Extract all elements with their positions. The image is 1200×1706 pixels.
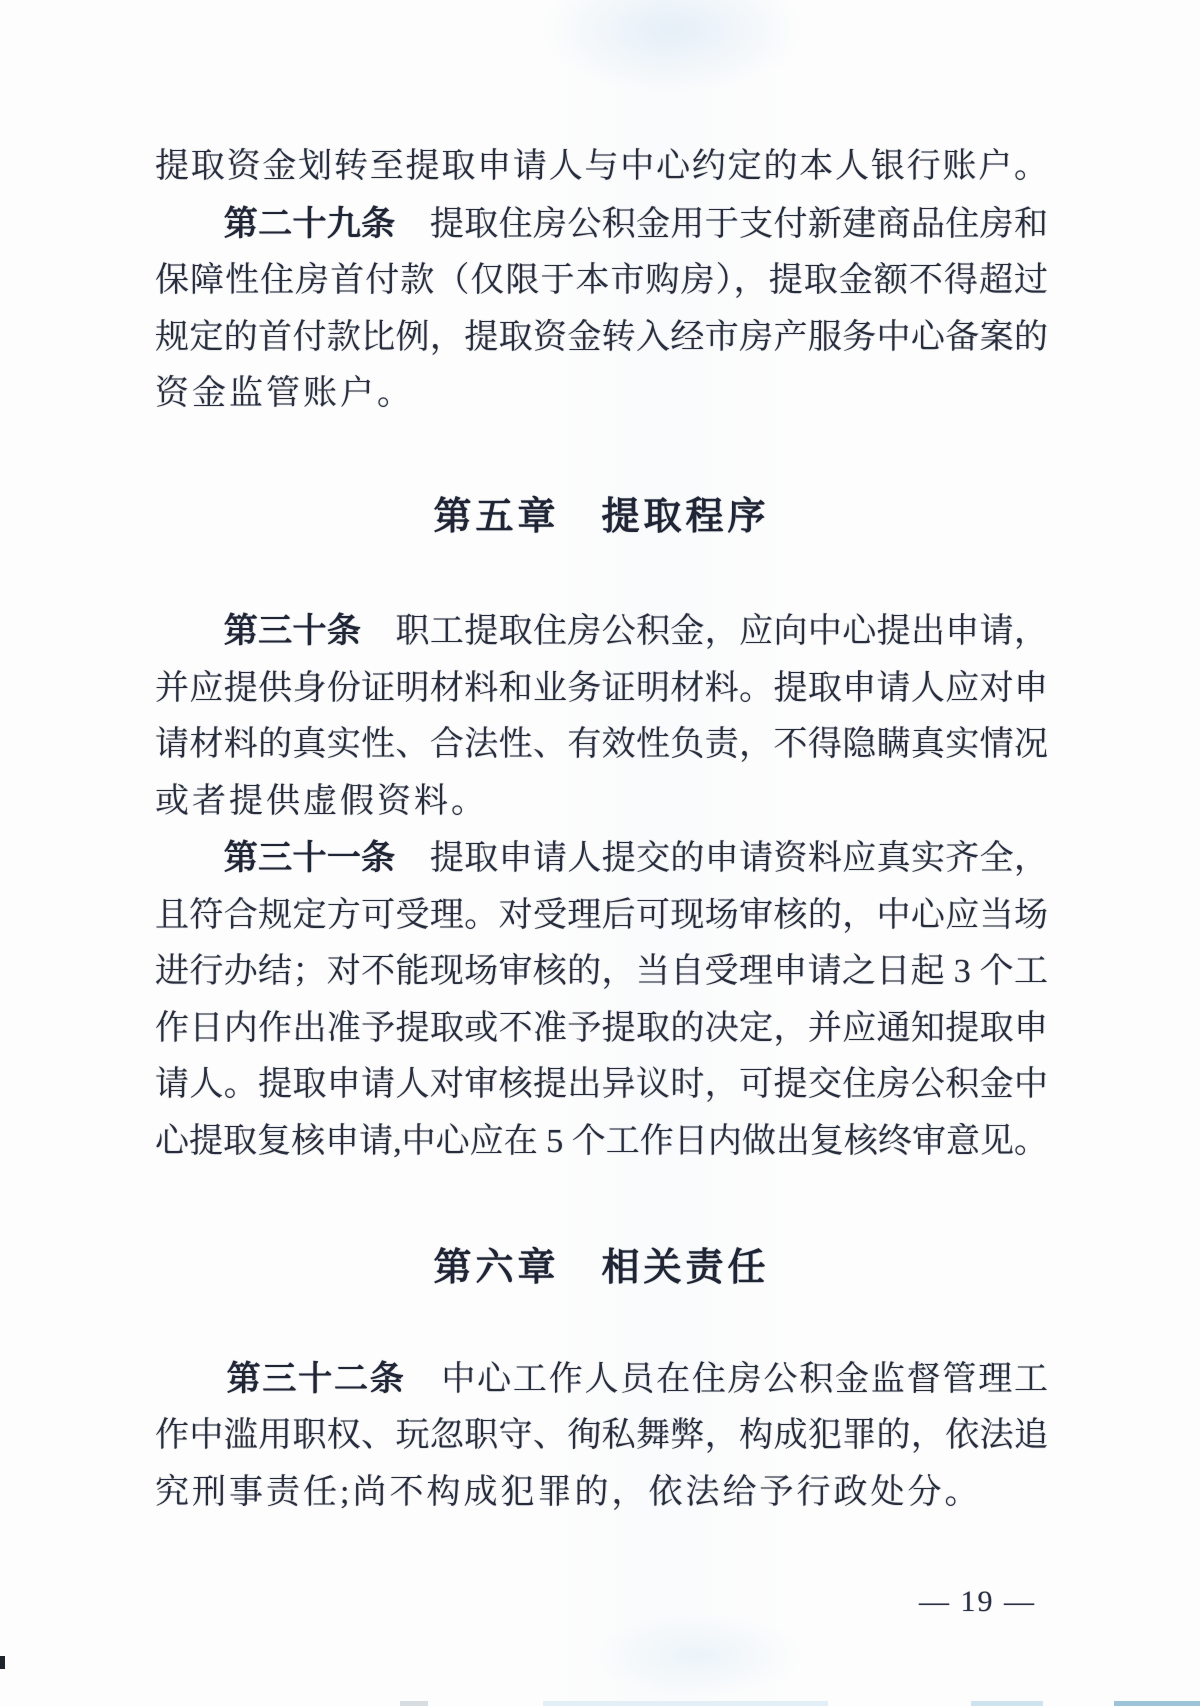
- body-text: [155, 139, 1048, 1521]
- paragraph-indent: [155, 613, 224, 650]
- article-first-line-text: 提取申请人提交的申请资料应真实齐全，: [395, 840, 1049, 877]
- page-bottom-edge-artifact: [543, 1701, 828, 1706]
- text-line: 请人。提取申请人对审核提出异议时，可提交住房公积金中: [155, 1066, 1048, 1103]
- text-line: 作中滥用职权、玩忽职守、徇私舞弊，构成犯罪的，依法追: [155, 1417, 1048, 1454]
- text-line: 资金监管账户。: [155, 375, 414, 412]
- page-bottom-edge-artifact: [400, 1701, 428, 1706]
- article-number-label: 第三十条: [223, 612, 362, 650]
- chapter-heading: 第六章 相关责任: [433, 1247, 770, 1289]
- text-line: 规定的首付款比例，提取资金转入经市房产服务中心备案的: [155, 318, 1048, 356]
- text-line: 并应提供身份证明材料和业务证明材料。提取申请人应对申: [155, 669, 1048, 707]
- article-first-line-text: 中心工作人员在住房公积金监督管理工: [405, 1360, 1049, 1398]
- text-line: 且符合规定方可受理。对受理后可现场审核的，中心应当场: [155, 896, 1048, 934]
- text-line: 或者提供虚假资料。: [155, 782, 488, 820]
- text-line: 请材料的真实性、合法性、有效性负责，不得隐瞒真实情况: [155, 726, 1048, 763]
- page-bottom-edge-artifact: [1114, 1701, 1200, 1706]
- paragraph-indent: [155, 840, 224, 877]
- article-first-line-text: 职工提取住房公积金，应向中心提出申请，: [361, 613, 1049, 650]
- text-line: 提取资金划转至提取申请人与中心约定的本人银行账户。: [155, 148, 1048, 185]
- page-number: — 19 —: [919, 1585, 1036, 1618]
- chapter-heading: 第五章 提取程序: [433, 495, 770, 538]
- page-bottom-edge-artifact: [971, 1701, 1043, 1706]
- paragraph-indent: [155, 1361, 227, 1398]
- article-first-line: [155, 830, 1048, 888]
- scan-edge-tick-artifact: [0, 1656, 5, 1669]
- article-first-line-text: 提取住房公积金用于支付新建商品住房和: [395, 205, 1049, 243]
- text-line: 作日内作出准予提取或不准予提取的决定，并应通知提取申: [155, 1009, 1048, 1047]
- article-first-line: [155, 1351, 1048, 1409]
- text-line: 进行办结；对不能现场审核的，当自受理申请之日起 3 个工: [155, 953, 1048, 990]
- text-line: 心提取复核申请,中心应在 5 个工作日内做出复核终审意见。: [155, 1122, 1048, 1160]
- text-line: 保障性住房首付款（仅限于本市购房），提取金额不得超过: [155, 262, 1048, 299]
- paragraph-indent: [155, 206, 224, 243]
- article-number-label: 第三十一条: [223, 839, 396, 877]
- text-line: 究刑事责任;尚不构成犯罪的，依法给予行政处分。: [155, 1473, 982, 1511]
- article-first-line: [155, 196, 1048, 254]
- article-number-label: 第二十九条: [223, 204, 396, 243]
- article-number-label: 第三十二条: [226, 1359, 406, 1398]
- article-first-line: [155, 603, 1048, 661]
